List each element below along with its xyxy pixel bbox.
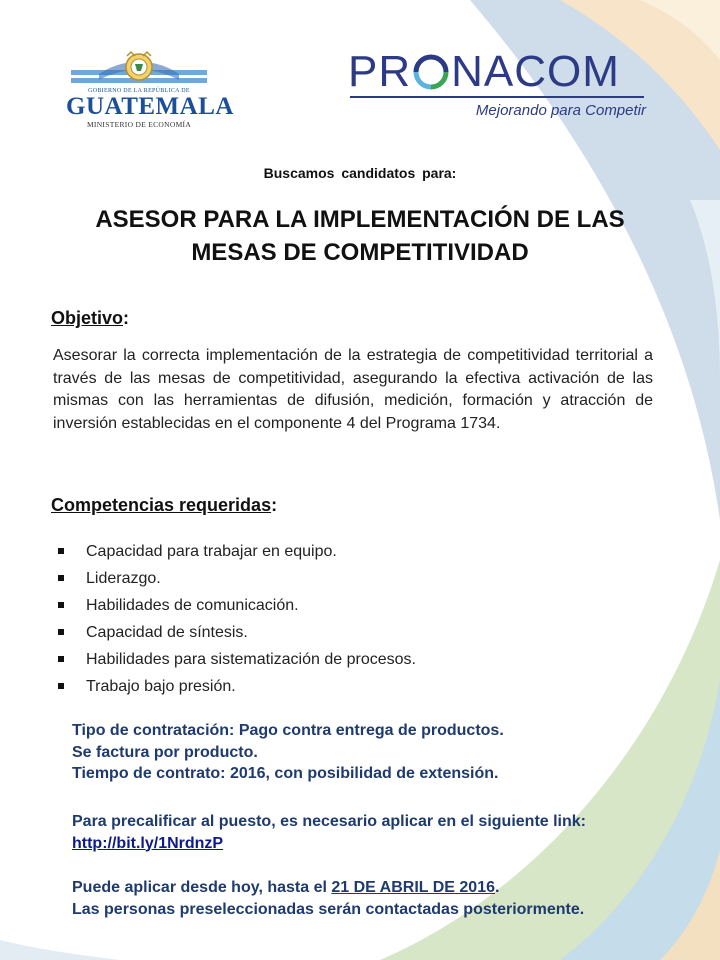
- deadline-date: 21 DE ABRIL DE 2016: [331, 879, 495, 896]
- intro-text: Buscamos candidatos para:: [263, 165, 457, 181]
- apply-text: Para precalificar al puesto, es necesario aplicar en el siguiente link:: [72, 813, 586, 830]
- bullet-square-icon: [58, 602, 64, 608]
- pronacom-wordmark: PR NACOM: [348, 47, 620, 96]
- guatemala-logo: [66, 50, 234, 138]
- ministry-label: MINISTERIO DE ECONOMÍA: [86, 120, 192, 129]
- guatemala-government-label: GOBIERNO DE LA REPÚBLICA DE: [88, 88, 190, 94]
- bullet-square-icon: [58, 575, 64, 581]
- competencies-list: [56, 538, 416, 700]
- list-item: Capacidad de síntesis.: [56, 619, 416, 646]
- list-item: Liderazgo.: [56, 565, 416, 592]
- list-item: Habilidades para sistematización de procesos.: [56, 646, 416, 673]
- list-item: Habilidades de comunicación.: [56, 592, 416, 619]
- apply-link[interactable]: http://bit.ly/1NrdnzP: [72, 834, 224, 852]
- position-title: [0, 203, 720, 269]
- contact-note: Las personas preseleccionadas serán contactadas posteriormente.: [72, 900, 585, 918]
- bullet-square-icon: [58, 656, 64, 662]
- pronacom-swirl-o-icon: [412, 53, 450, 91]
- pronacom-logo: [348, 46, 648, 126]
- contract-duration: Tiempo de contrato: 2016, con posibilidad de extensión.: [72, 765, 499, 782]
- bullet-square-icon: [58, 629, 64, 635]
- objective-heading: Objetivo:: [51, 308, 130, 328]
- contract-billing: Se factura por producto.: [72, 743, 258, 761]
- pronacom-tagline: Mejorando para Competir: [475, 102, 646, 119]
- deadline-line: Puede aplicar desde hoy, hasta el 21 DE ABRIL DE 2016.: [72, 879, 500, 896]
- competencies-heading: Competencias requeridas:: [51, 495, 278, 515]
- objective-text: Asesorar la correcta implementación de la estrategia de competitividad territorial a través de las mesas de competitividad, asegurando la efectiva activación de las mismas con las herramientas de difusión, medición, formación y atracción de inversión establecidas en el componente 4 del Programa 1734.: [53, 347, 653, 432]
- deadline-info: [72, 877, 584, 920]
- coat-of-arms-icon: [69, 50, 209, 88]
- guatemala-name: GUATEMALA: [66, 93, 234, 120]
- bullet-square-icon: [58, 683, 64, 689]
- bullet-square-icon: [58, 548, 64, 554]
- contract-info: [72, 720, 504, 785]
- apply-info: [72, 811, 586, 854]
- position-title-line-1: ASESOR PARA LA IMPLEMENTACIÓN DE LAS: [95, 206, 625, 233]
- list-item: Trabajo bajo presión.: [56, 673, 416, 700]
- contract-type: Tipo de contratación: Pago contra entrega de productos.: [72, 722, 504, 739]
- list-item: Capacidad para trabajar en equipo.: [56, 538, 416, 565]
- position-title-line-2: MESAS DE COMPETITIVIDAD: [191, 239, 529, 266]
- pronacom-underline: [350, 96, 644, 98]
